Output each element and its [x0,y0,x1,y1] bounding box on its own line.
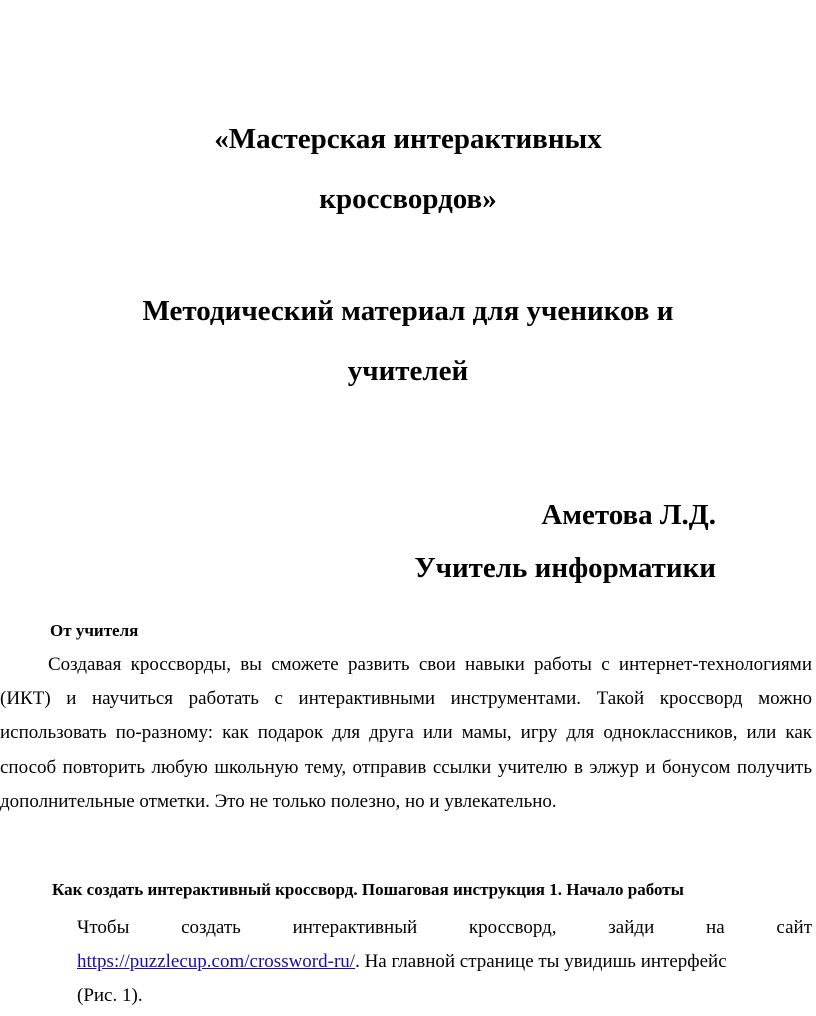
instruction-line-2-rest: . На главной странице ты увидишь интерфейс [355,951,727,972]
document-title-line-2: кроссвордов» [319,183,497,215]
section-heading-instructions: Как создать интерактивный кроссворд. Пошаговая инструкция 1. Начало работы [52,880,684,899]
document-subtitle-line-2: учителей [347,355,469,387]
section-paragraph-from-teacher [0,648,812,819]
document-subtitle-line-1: Методический материал для учеников и [142,295,674,327]
author-name: Аметова Л.Д. [541,499,716,531]
crossword-site-link[interactable]: https://puzzlecup.com/crossword-ru/ [77,951,356,972]
document-title-line-1: «Мастерская интерактивных [214,123,602,155]
paragraph-text: Создавая кроссворды, вы сможете развить свои навыки работы с интернет-технологиями (ИКТ) и научиться работать с интерактивными инструментами. Такой кроссворд можно использовать по-разному: как подарок для друга или мамы, игру для одноклассников, или как способ повторить любую школьную тему, отправив ссылки учителю в элжур и бонусом получить дополнительные отметки. Это не только полезно, но и увлекательно. [0,654,812,812]
section-paragraph-instructions [77,911,812,1013]
instruction-line-2 [77,945,812,979]
instruction-line-1: Чтобы создать интерактивный кроссворд, зайди на сайт [77,917,812,938]
instruction-line-3: (Рис. 1). [77,985,143,1006]
author-role: Учитель информатики [414,552,716,584]
section-heading-from-teacher: От учителя [50,621,139,640]
